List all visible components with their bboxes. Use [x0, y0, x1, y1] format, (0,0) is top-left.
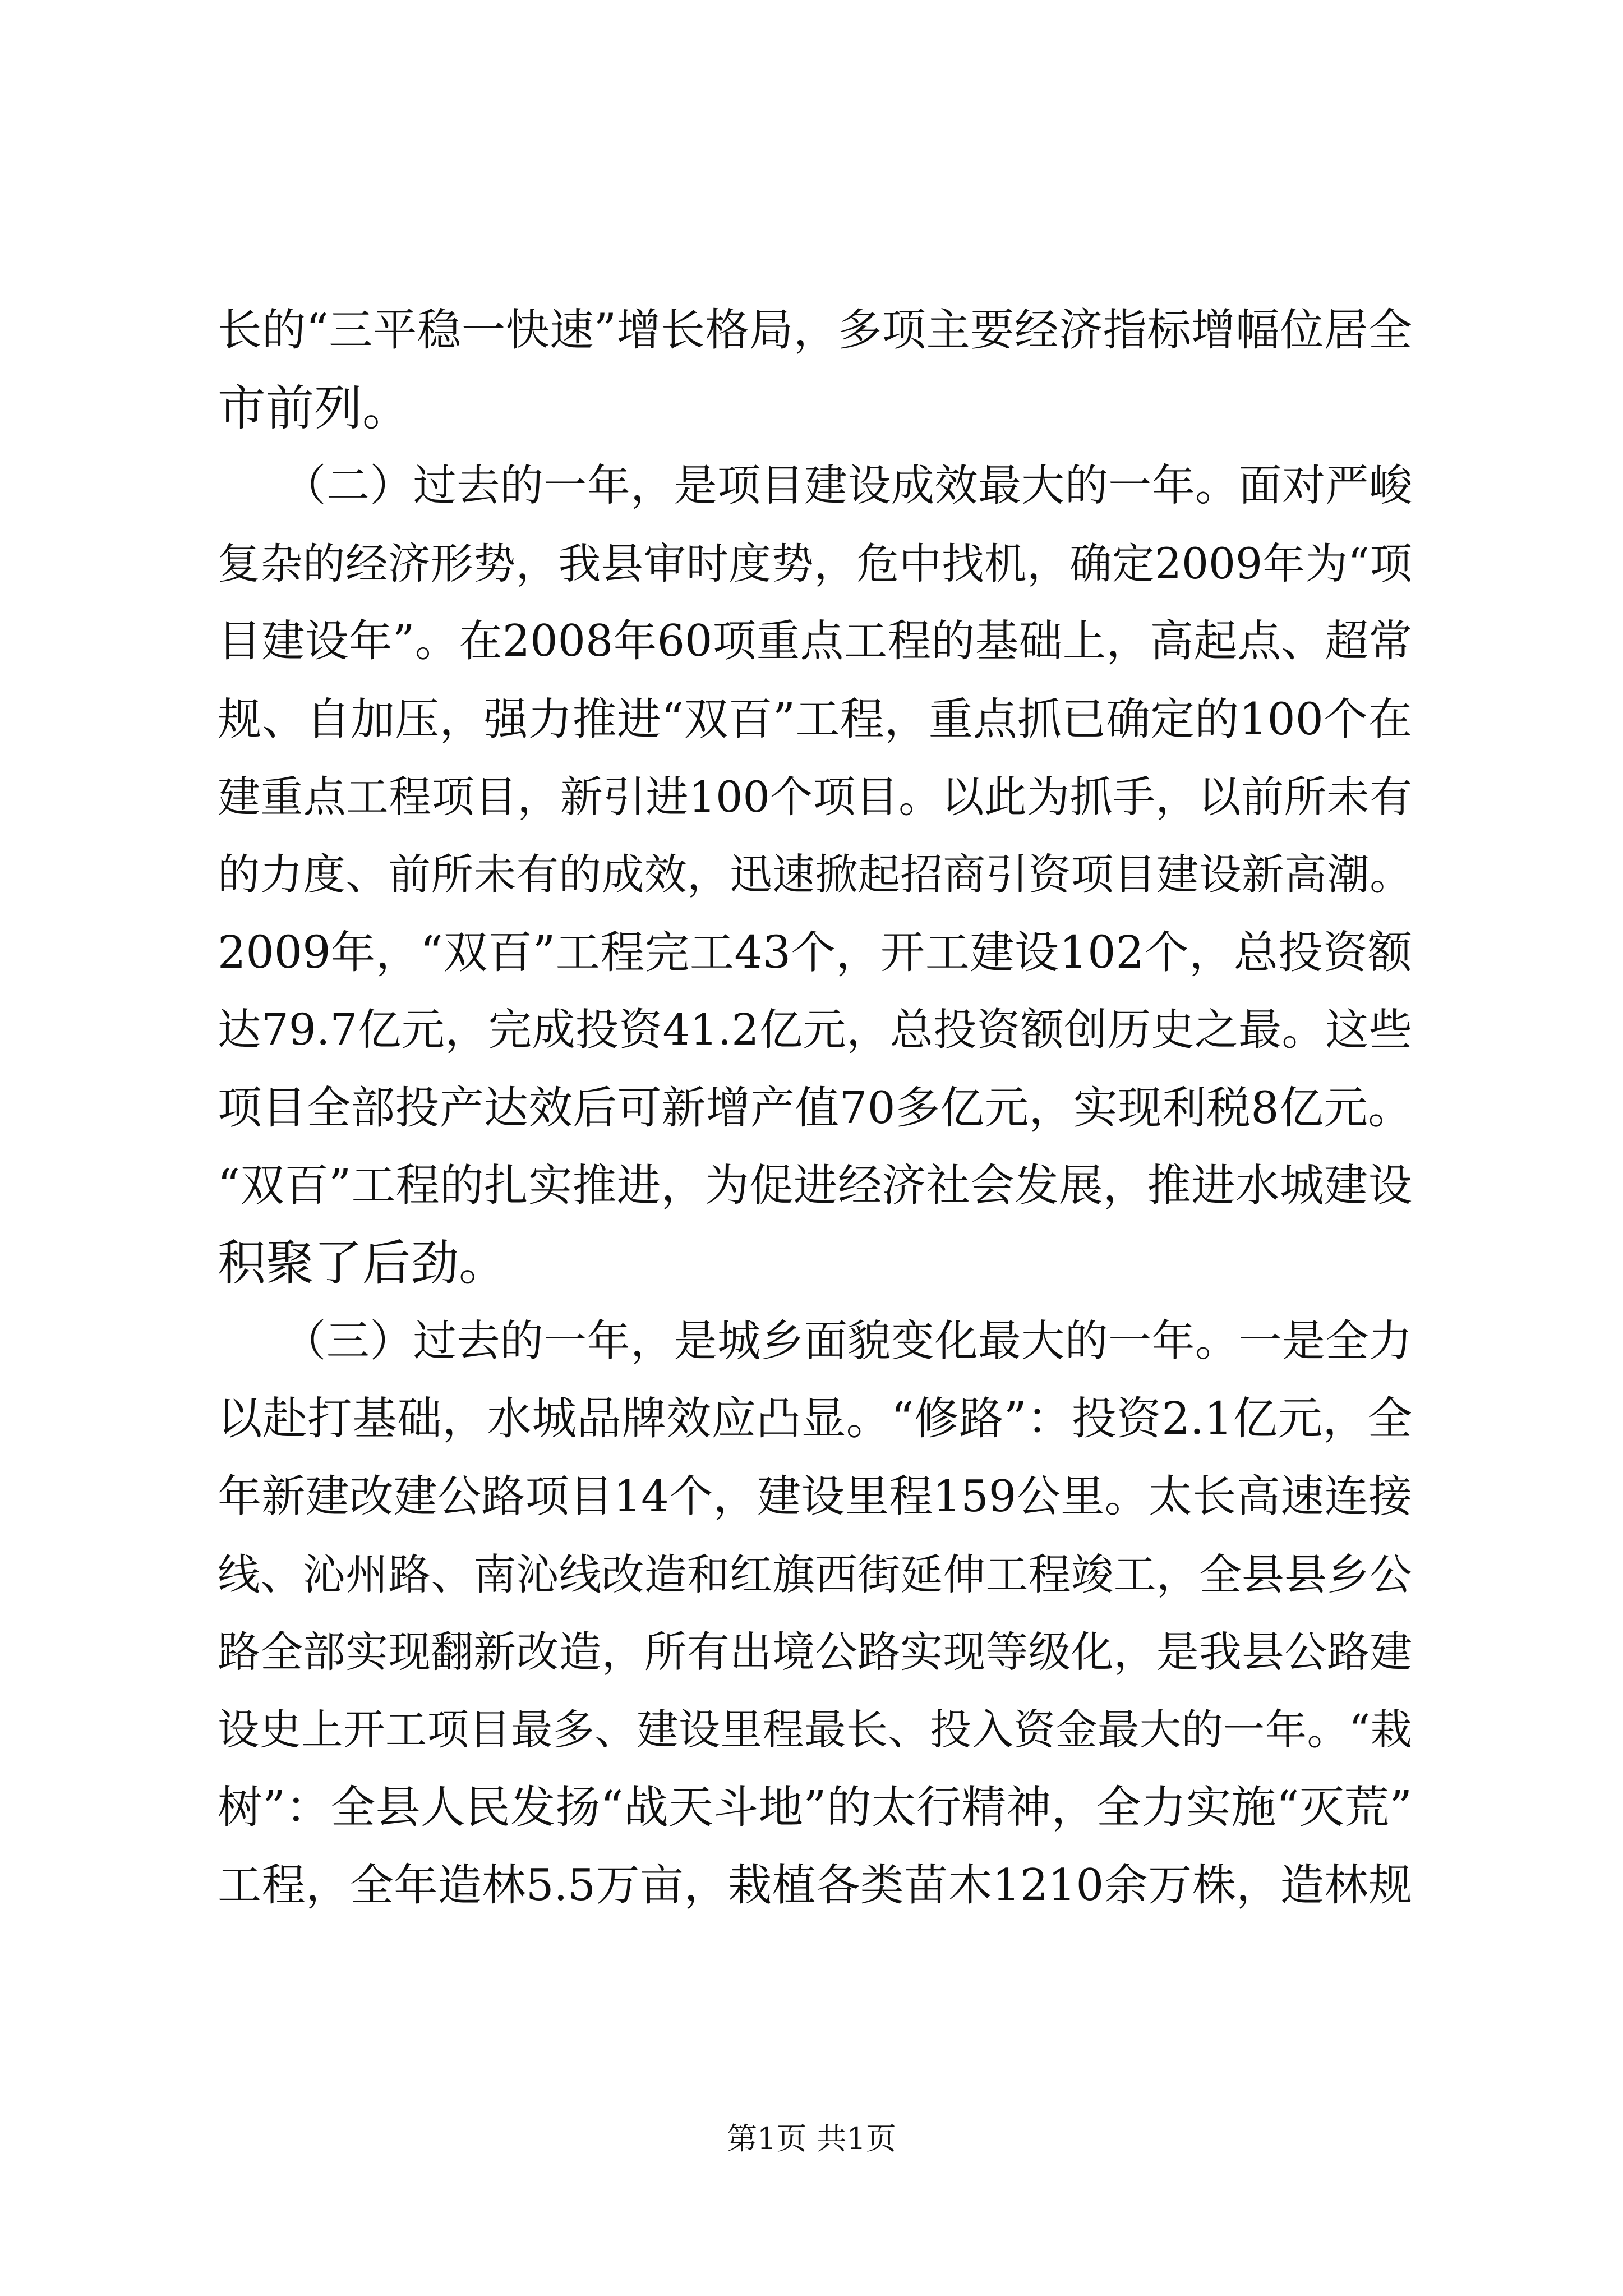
text-line: “双百”工程的扎实推进，为促进经济社会发展，推进水城建设 — [218, 1159, 1412, 1211]
text-line: （三）过去的一年，是城乡面貌变化最大的一年。一是全力 — [218, 1315, 1412, 1366]
text-line: 路全部实现翻新改造，所有出境公路实现等级化，是我县公路建 — [218, 1627, 1412, 1677]
text-line: 建重点工程项目，新引进100个项目。以此为抓手，以前所未有 — [218, 772, 1412, 822]
text-line: 规、自加压，强力推进“双百”工程，重点抓已确定的100个在 — [218, 693, 1412, 745]
page-footer: 第1页 共1页 — [727, 2121, 896, 2156]
text-line: 树”：全县人民发扬“战天斗地”的太行精神，全力实施“灭荒” — [218, 1781, 1412, 1834]
text-line: 积聚了后劲。 — [218, 1235, 507, 1292]
text-line: 项目全部投产达效后可新增产值70多亿元，实现利税8亿元。 — [218, 1082, 1412, 1134]
text-line: 长的“三平稳一快速”增长格局，多项主要经济指标增幅位居全 — [218, 305, 1412, 356]
text-line: （二）过去的一年，是项目建设成效最大的一年。面对严峻 — [218, 461, 1412, 512]
text-line: 2009年，“双百”工程完工43个，开工建设102个，总投资额 — [218, 926, 1412, 978]
text-line: 达79.7亿元，完成投资41.2亿元，总投资额创历史之最。这些 — [218, 1005, 1412, 1056]
text-line: 以赴打基础，水城品牌效应凸显。“修路”：投资2.1亿元，全 — [218, 1392, 1412, 1445]
text-line: 的力度、前所未有的成效，迅速掀起招商引资项目建设新高潮。 — [218, 850, 1412, 900]
text-line: 年新建改建公路项目14个，建设里程159公里。太长高速连接 — [218, 1471, 1412, 1522]
text-line: 目建设年”。在2008年60项重点工程的基础上，高起点、超常 — [218, 616, 1412, 667]
text-line: 工程，全年造林5.5万亩，栽植各类苗木1210余万株，造林规 — [218, 1860, 1412, 1911]
body-text — [218, 292, 1412, 1924]
text-line: 复杂的经济形势，我县审时度势，危中找机，确定2009年为“项 — [218, 539, 1412, 588]
text-line: 设史上开工项目最多、建设里程最长、投入资金最大的一年。“栽 — [218, 1705, 1412, 1754]
text-line: 线、沁州路、南沁线改造和红旗西街延伸工程竣工，全县县乡公 — [218, 1549, 1412, 1599]
text-line: 市前列。 — [218, 380, 411, 436]
